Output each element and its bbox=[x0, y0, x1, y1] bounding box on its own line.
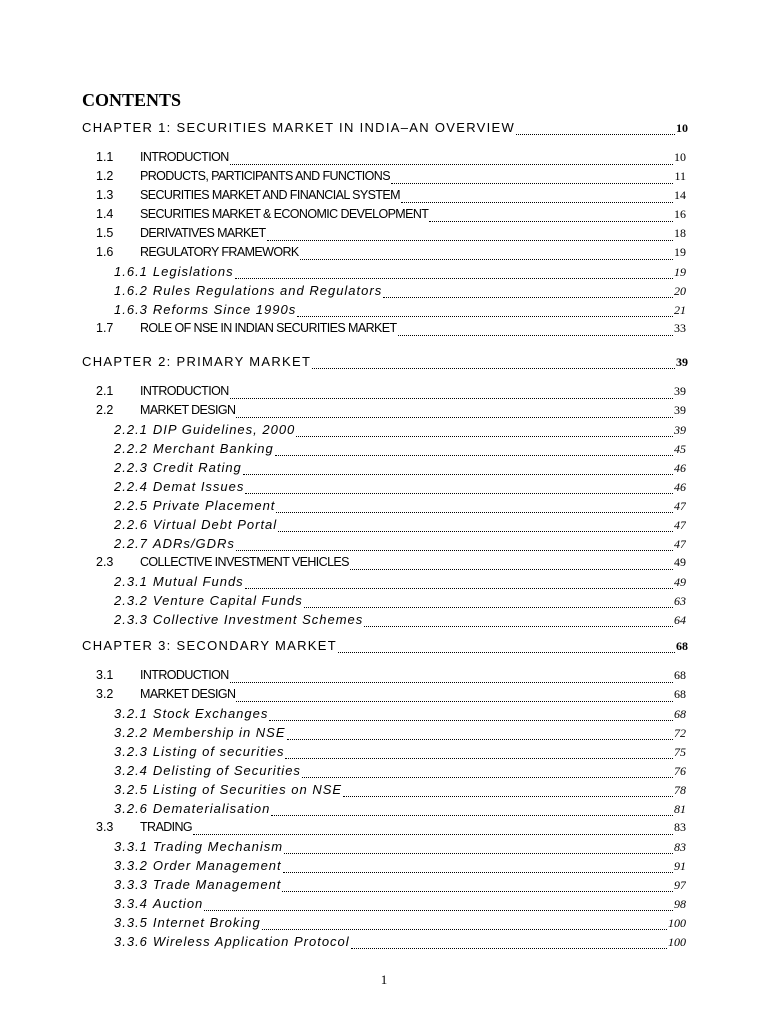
entry-label: Demat Issues bbox=[152, 479, 245, 494]
toc-section[interactable] bbox=[96, 150, 686, 170]
entry-number: 1.6.3 bbox=[114, 302, 148, 317]
dot-leader bbox=[236, 417, 673, 418]
entry-label: TRADING bbox=[140, 820, 193, 834]
entry-number: 2.1 bbox=[96, 384, 114, 398]
entry-number: 3.2.1 bbox=[114, 706, 148, 721]
toc-subsection[interactable] bbox=[114, 479, 686, 499]
dot-leader bbox=[278, 531, 673, 532]
entry-number: 2.2 bbox=[96, 403, 114, 417]
dot-leader bbox=[193, 834, 673, 835]
toc-section[interactable] bbox=[96, 555, 686, 575]
entry-page: 76 bbox=[674, 764, 686, 778]
dot-leader bbox=[391, 183, 673, 184]
chapter-title: CHAPTER 2: PRIMARY MARKET bbox=[82, 354, 312, 369]
chapter-title: CHAPTER 1: SECURITIES MARKET IN INDIA–AN OVERVIEW bbox=[82, 120, 516, 135]
entry-label: Mutual Funds bbox=[152, 574, 244, 589]
entry-number: 3.2.5 bbox=[114, 782, 148, 797]
entry-number: 3.3.1 bbox=[114, 839, 148, 854]
chapter-page: 10 bbox=[676, 121, 688, 135]
entry-label: Reforms Since 1990s bbox=[152, 302, 297, 317]
entry-page: 33 bbox=[674, 321, 686, 335]
entry-number: 1.3 bbox=[96, 188, 114, 202]
entry-page: 97 bbox=[674, 878, 686, 892]
entry-number: 2.2.2 bbox=[114, 441, 148, 456]
dot-leader bbox=[296, 436, 673, 437]
dot-leader bbox=[398, 335, 673, 336]
entry-page: 68 bbox=[674, 707, 686, 721]
entry-number: 1.6.1 bbox=[114, 264, 148, 279]
entry-page: 11 bbox=[674, 169, 686, 183]
toc-section[interactable] bbox=[96, 668, 686, 688]
dot-leader bbox=[304, 607, 673, 608]
chapter-title: CHAPTER 3: SECONDARY MARKET bbox=[82, 638, 337, 653]
entry-page: 49 bbox=[674, 575, 686, 589]
entry-number: 1.2 bbox=[96, 169, 114, 183]
toc-section[interactable] bbox=[96, 207, 686, 227]
dot-leader bbox=[302, 777, 673, 778]
entry-label: SECURITIES MARKET & ECONOMIC DEVELOPMENT bbox=[140, 207, 429, 221]
toc-subsection[interactable] bbox=[114, 441, 686, 461]
dot-leader bbox=[235, 278, 673, 279]
entry-label: Wireless Application Protocol bbox=[152, 934, 350, 949]
toc-section[interactable] bbox=[96, 169, 686, 189]
entry-page: 47 bbox=[674, 537, 686, 551]
entry-label: Merchant Banking bbox=[152, 441, 274, 456]
entry-page: 83 bbox=[674, 840, 686, 854]
entry-page: 14 bbox=[674, 188, 686, 202]
dot-leader bbox=[283, 872, 673, 873]
dot-leader bbox=[230, 164, 673, 165]
dot-leader bbox=[245, 588, 673, 589]
entry-number: 2.3 bbox=[96, 555, 114, 569]
entry-number: 3.1 bbox=[96, 668, 114, 682]
entry-label: DERIVATIVES MARKET bbox=[140, 226, 266, 240]
toc-section[interactable] bbox=[96, 226, 686, 246]
entry-page: 75 bbox=[674, 745, 686, 759]
dot-leader bbox=[276, 512, 673, 513]
dot-leader bbox=[429, 221, 673, 222]
dot-leader bbox=[287, 739, 673, 740]
toc-subsection[interactable] bbox=[114, 498, 686, 518]
entry-number: 2.3.1 bbox=[114, 574, 148, 589]
entry-label: Venture Capital Funds bbox=[152, 593, 303, 608]
toc-section[interactable] bbox=[96, 687, 686, 707]
dot-leader bbox=[285, 758, 673, 759]
entry-page: 18 bbox=[674, 226, 686, 240]
entry-page: 19 bbox=[674, 245, 686, 259]
entry-number: 2.3.3 bbox=[114, 612, 148, 627]
entry-label: Order Management bbox=[152, 858, 282, 873]
entry-label: COLLECTIVE INVESTMENT VEHICLES bbox=[140, 555, 349, 569]
dot-leader bbox=[204, 910, 673, 911]
entry-label: REGULATORY FRAMEWORK bbox=[140, 245, 299, 259]
entry-label: Dematerialisation bbox=[152, 801, 271, 816]
entry-number: 1.7 bbox=[96, 321, 114, 335]
entry-page: 72 bbox=[674, 726, 686, 740]
toc-subsection[interactable] bbox=[114, 858, 686, 878]
entry-label: Trading Mechanism bbox=[152, 839, 284, 854]
toc-subsection[interactable] bbox=[114, 934, 686, 954]
dot-leader bbox=[271, 815, 673, 816]
entry-label: Collective Investment Schemes bbox=[152, 612, 364, 627]
toc-subsection[interactable] bbox=[114, 744, 686, 764]
entry-number: 2.2.4 bbox=[114, 479, 148, 494]
dot-leader bbox=[236, 701, 673, 702]
entry-page: 39 bbox=[674, 403, 686, 417]
toc-section[interactable] bbox=[96, 820, 686, 840]
dot-leader bbox=[364, 626, 673, 627]
entry-page: 98 bbox=[674, 897, 686, 911]
toc-subsection[interactable] bbox=[114, 536, 686, 556]
entry-number: 3.2.4 bbox=[114, 763, 148, 778]
toc-subsection[interactable] bbox=[114, 460, 686, 480]
chapter-page: 68 bbox=[676, 639, 688, 653]
entry-label: Virtual Debt Portal bbox=[152, 517, 278, 532]
entry-page: 20 bbox=[674, 284, 686, 298]
entry-page: 47 bbox=[674, 499, 686, 513]
entry-label: ADRs/GDRs bbox=[152, 536, 235, 551]
entry-number: 1.6.2 bbox=[114, 283, 148, 298]
dot-leader bbox=[245, 493, 673, 494]
entry-label: Legislations bbox=[152, 264, 234, 279]
entry-page: 46 bbox=[674, 480, 686, 494]
toc-subsection[interactable] bbox=[114, 574, 686, 594]
entry-page: 100 bbox=[668, 916, 686, 930]
toc-chapter[interactable] bbox=[82, 354, 688, 374]
entry-page: 68 bbox=[674, 687, 686, 701]
toc-section[interactable] bbox=[96, 188, 686, 208]
entry-number: 3.3.3 bbox=[114, 877, 148, 892]
entry-number: 3.3 bbox=[96, 820, 114, 834]
entry-label: SECURITIES MARKET AND FINANCIAL SYSTEM bbox=[140, 188, 400, 202]
entry-page: 45 bbox=[674, 442, 686, 456]
dot-leader bbox=[338, 652, 675, 653]
entry-label: Rules Regulations and Regulators bbox=[152, 283, 383, 298]
entry-page: 91 bbox=[674, 859, 686, 873]
toc-subsection[interactable] bbox=[114, 422, 686, 442]
entry-page: 49 bbox=[674, 555, 686, 569]
entry-label: DIP Guidelines, 2000 bbox=[152, 422, 296, 437]
dot-leader bbox=[351, 948, 667, 949]
dot-leader bbox=[300, 259, 673, 260]
toc-subsection[interactable] bbox=[114, 302, 686, 322]
entry-page: 83 bbox=[674, 820, 686, 834]
dot-leader bbox=[401, 202, 673, 203]
entry-number: 3.3.4 bbox=[114, 896, 148, 911]
toc-subsection[interactable] bbox=[114, 706, 686, 726]
entry-page: 68 bbox=[674, 668, 686, 682]
entry-number: 1.1 bbox=[96, 150, 114, 164]
dot-leader bbox=[275, 455, 673, 456]
dot-leader bbox=[284, 853, 673, 854]
toc-chapter[interactable] bbox=[82, 638, 688, 658]
entry-page: 21 bbox=[674, 303, 686, 317]
entry-label: INTRODUCTION bbox=[140, 150, 229, 164]
entry-number: 3.3.5 bbox=[114, 915, 148, 930]
entry-label: Stock Exchanges bbox=[152, 706, 269, 721]
dot-leader bbox=[243, 474, 673, 475]
toc-subsection[interactable] bbox=[114, 915, 686, 935]
entry-page: 63 bbox=[674, 594, 686, 608]
toc-section[interactable] bbox=[96, 384, 686, 404]
entry-page: 10 bbox=[674, 150, 686, 164]
toc-section[interactable] bbox=[96, 403, 686, 423]
toc-subsection[interactable] bbox=[114, 801, 686, 821]
toc-subsection[interactable] bbox=[114, 725, 686, 745]
dot-leader bbox=[282, 891, 673, 892]
entry-label: Trade Management bbox=[152, 877, 282, 892]
dot-leader bbox=[383, 297, 673, 298]
contents-heading: CONTENTS bbox=[82, 90, 182, 110]
toc-subsection[interactable] bbox=[114, 283, 686, 303]
toc-subsection[interactable] bbox=[114, 264, 686, 284]
entry-label: MARKET DESIGN bbox=[140, 403, 236, 417]
dot-leader bbox=[343, 796, 673, 797]
entry-page: 100 bbox=[668, 935, 686, 949]
toc-section[interactable] bbox=[96, 245, 686, 265]
entry-label: PRODUCTS, PARTICIPANTS AND FUNCTIONS bbox=[140, 169, 390, 183]
entry-page: 64 bbox=[674, 613, 686, 627]
entry-number: 2.3.2 bbox=[114, 593, 148, 608]
entry-label: Delisting of Securities bbox=[152, 763, 301, 778]
entry-page: 16 bbox=[674, 207, 686, 221]
entry-number: 2.2.6 bbox=[114, 517, 148, 532]
toc-subsection[interactable] bbox=[114, 782, 686, 802]
entry-label: ROLE OF NSE IN INDIAN SECURITIES MARKET bbox=[140, 321, 397, 335]
entry-number: 3.3.2 bbox=[114, 858, 148, 873]
dot-leader bbox=[230, 682, 673, 683]
dot-leader bbox=[297, 316, 673, 317]
dot-leader bbox=[267, 240, 673, 241]
entry-page: 46 bbox=[674, 461, 686, 475]
entry-page: 39 bbox=[674, 384, 686, 398]
entry-label: Internet Broking bbox=[152, 915, 261, 930]
chapter-page: 39 bbox=[676, 355, 688, 369]
toc-chapter[interactable] bbox=[82, 120, 688, 140]
dot-leader bbox=[262, 929, 667, 930]
entry-number: 3.2.2 bbox=[114, 725, 148, 740]
toc-subsection[interactable] bbox=[114, 877, 686, 897]
toc-subsection[interactable] bbox=[114, 593, 686, 613]
entry-page: 19 bbox=[674, 265, 686, 279]
entry-number: 3.2.6 bbox=[114, 801, 148, 816]
entry-number: 3.3.6 bbox=[114, 934, 148, 949]
toc-subsection[interactable] bbox=[114, 839, 686, 859]
toc-subsection[interactable] bbox=[114, 612, 686, 632]
entry-page: 81 bbox=[674, 802, 686, 816]
entry-number: 2.2.5 bbox=[114, 498, 148, 513]
entry-label: MARKET DESIGN bbox=[140, 687, 236, 701]
dot-leader bbox=[269, 720, 673, 721]
entry-label: Listing of securities bbox=[152, 744, 285, 759]
page-number: 1 bbox=[380, 972, 388, 987]
entry-label: INTRODUCTION bbox=[140, 668, 229, 682]
dot-leader bbox=[350, 569, 673, 570]
entry-label: INTRODUCTION bbox=[140, 384, 229, 398]
entry-number: 3.2 bbox=[96, 687, 114, 701]
toc-section[interactable] bbox=[96, 321, 686, 341]
entry-label: Listing of Securities on NSE bbox=[152, 782, 343, 797]
entry-page: 78 bbox=[674, 783, 686, 797]
dot-leader bbox=[236, 550, 673, 551]
entry-page: 47 bbox=[674, 518, 686, 532]
entry-number: 2.2.3 bbox=[114, 460, 148, 475]
entry-label: Auction bbox=[152, 896, 204, 911]
entry-label: Private Placement bbox=[152, 498, 276, 513]
dot-leader bbox=[516, 134, 675, 135]
toc-subsection[interactable] bbox=[114, 763, 686, 783]
entry-number: 3.2.3 bbox=[114, 744, 148, 759]
entry-number: 1.4 bbox=[96, 207, 114, 221]
entry-number: 1.6 bbox=[96, 245, 114, 259]
entry-label: Membership in NSE bbox=[152, 725, 286, 740]
entry-number: 1.5 bbox=[96, 226, 114, 240]
entry-label: Credit Rating bbox=[152, 460, 242, 475]
toc-subsection[interactable] bbox=[114, 896, 686, 916]
entry-number: 2.2.7 bbox=[114, 536, 148, 551]
dot-leader bbox=[312, 368, 675, 369]
entry-number: 2.2.1 bbox=[114, 422, 148, 437]
entry-page: 39 bbox=[674, 423, 686, 437]
toc-subsection[interactable] bbox=[114, 517, 686, 537]
dot-leader bbox=[230, 398, 673, 399]
